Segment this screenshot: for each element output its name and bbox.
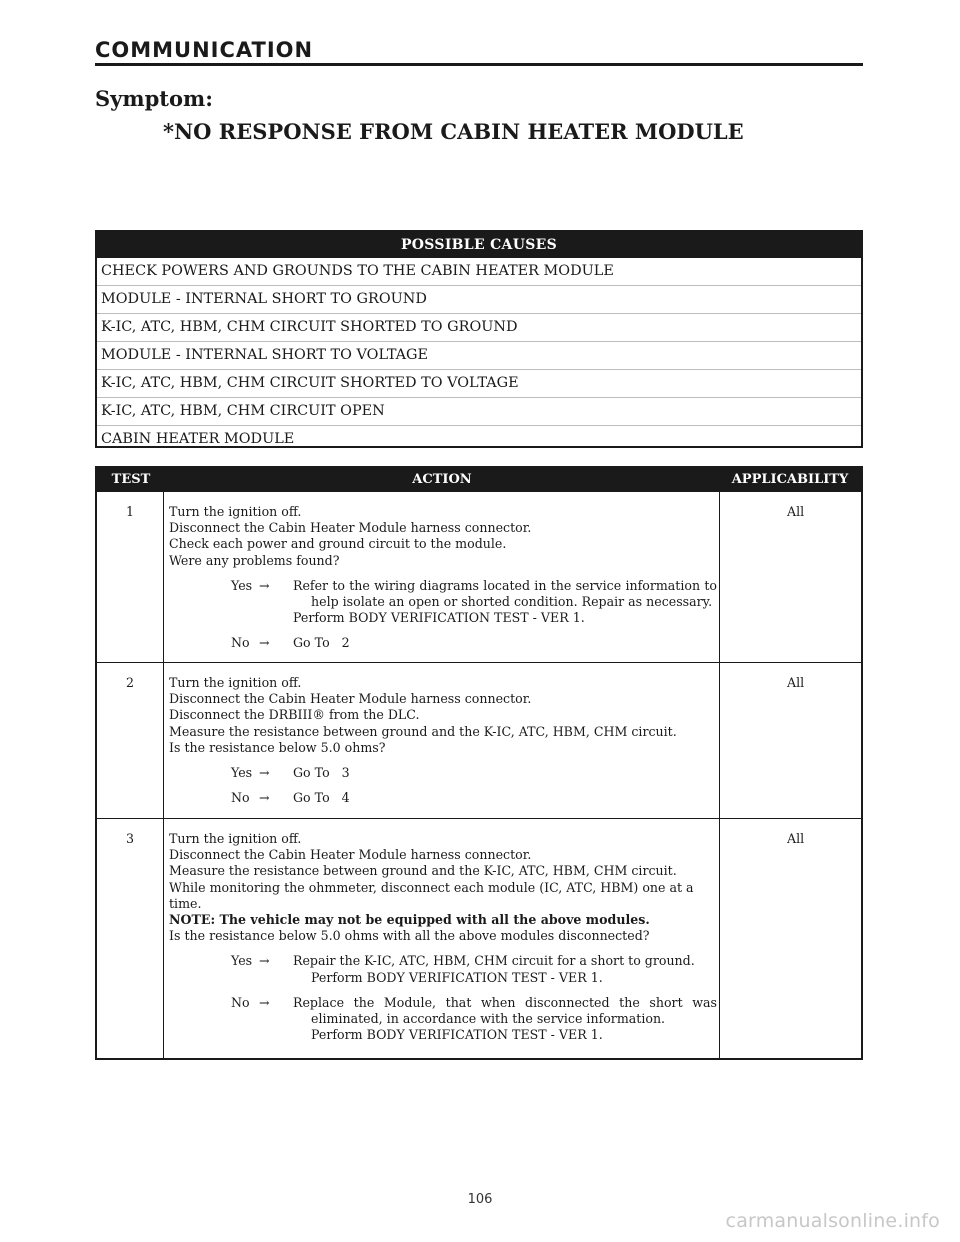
possible-causes-table <box>95 230 863 448</box>
answer-line: help isolate an open or shorted condition. Repair as necessary. <box>311 594 713 610</box>
page-number: 106 <box>467 1192 493 1207</box>
possible-causes-heading: POSSIBLE CAUSES <box>97 232 861 258</box>
cause-item: MODULE - INTERNAL SHORT TO GROUND <box>97 285 861 313</box>
answer-line: Refer to the wiring diagrams located in the service information to <box>293 577 717 593</box>
arrow-right-icon: → <box>259 994 270 1010</box>
action-line: Measure the resistance between ground and the K-IC, ATC, HBM, CHM circuit. <box>169 723 677 739</box>
answer-line: Perform BODY VERIFICATION TEST - VER 1. <box>311 1027 603 1043</box>
test-action-table <box>95 466 863 1060</box>
test-action <box>169 675 717 806</box>
test-applicability: All <box>787 831 805 846</box>
answer-no <box>169 995 717 1044</box>
header-action: ACTION <box>412 472 472 487</box>
answer-key: Yes <box>231 953 253 969</box>
cause-item: CHECK POWERS AND GROUNDS TO THE CABIN HEATER MODULE <box>101 263 614 279</box>
watermark: carmanualsonline.info <box>725 1210 940 1232</box>
action-line: Turn the ignition off. <box>169 504 302 519</box>
answer-line: Perform BODY VERIFICATION TEST - VER 1. <box>293 610 585 626</box>
cause-item: K-IC, ATC, HBM, CHM CIRCUIT SHORTED TO VOLTAGE <box>97 369 861 397</box>
answer-no <box>169 790 717 806</box>
header-applicability: APPLICABILITY <box>731 472 849 487</box>
test-action <box>169 831 717 1043</box>
action-line: Measure the resistance between ground and the K-IC, ATC, HBM, CHM circuit. <box>169 863 677 879</box>
test-action <box>169 504 717 652</box>
symptom-label: Symptom: <box>95 86 213 111</box>
arrow-right-icon: → <box>259 635 270 651</box>
cause-item: K-IC, ATC, HBM, CHM CIRCUIT OPEN <box>97 397 861 425</box>
arrow-right-icon: → <box>259 765 270 781</box>
answer-line: Perform BODY VERIFICATION TEST - VER 1. <box>311 969 603 985</box>
cause-item: MODULE - INTERNAL SHORT TO VOLTAGE <box>97 341 861 369</box>
action-line: Turn the ignition off. <box>169 831 302 846</box>
answer-line: eliminated, in accordance with the service information. <box>311 1011 666 1027</box>
test-row-1 <box>97 492 861 662</box>
action-line: Were any problems found? <box>169 552 340 568</box>
test-applicability: All <box>787 675 805 690</box>
action-line: Check each power and ground circuit to the module. <box>169 536 507 552</box>
test-row-2 <box>97 663 861 818</box>
header-test: TEST <box>111 472 151 487</box>
arrow-right-icon: → <box>259 953 270 969</box>
answer-yes <box>169 765 717 781</box>
symptom-title: *NO RESPONSE FROM CABIN HEATER MODULE <box>163 119 744 144</box>
action-line: Disconnect the DRBIII® from the DLC. <box>169 707 420 723</box>
answer-line: Replace the Module, that when disconnected the short was <box>293 994 717 1010</box>
test-number: 2 <box>125 675 134 690</box>
action-line: While monitoring the ohmmeter, disconnect each module (IC, ATC, HBM) one at a <box>169 879 694 895</box>
cause-item: K-IC, ATC, HBM, CHM CIRCUIT SHORTED TO GROUND <box>97 313 861 341</box>
answer-key: Yes <box>231 765 253 781</box>
answer-no <box>169 635 717 651</box>
answer-line: Go To 4 <box>293 790 350 806</box>
test-table-header <box>97 468 861 492</box>
section-header: COMMUNICATION <box>95 38 314 62</box>
action-line: Disconnect the Cabin Heater Module harness connector. <box>169 520 532 536</box>
answer-key: No <box>231 635 250 651</box>
action-line: Disconnect the Cabin Heater Module harness connector. <box>169 847 532 863</box>
answer-key: No <box>231 994 250 1010</box>
test-row-3 <box>97 819 861 1054</box>
answer-line: Repair the K-IC, ATC, HBM, CHM circuit for a short to ground. <box>293 953 695 969</box>
answer-key: Yes <box>231 577 253 593</box>
answer-yes <box>169 953 717 985</box>
note-text: NOTE: The vehicle may not be equipped with all the above modules. <box>169 912 650 928</box>
answer-line: Go To 2 <box>293 635 350 651</box>
section-divider <box>95 63 863 66</box>
test-number: 1 <box>125 504 134 519</box>
action-line: Is the resistance below 5.0 ohms? <box>169 739 386 755</box>
answer-key: No <box>231 790 250 806</box>
action-line: Disconnect the Cabin Heater Module harness connector. <box>169 691 532 707</box>
answer-yes <box>169 578 717 627</box>
action-line: Turn the ignition off. <box>169 675 302 690</box>
action-line: time. <box>169 895 202 911</box>
test-applicability: All <box>787 504 805 519</box>
action-line: Is the resistance below 5.0 ohms with all the above modules disconnected? <box>169 928 650 944</box>
arrow-right-icon: → <box>259 577 270 593</box>
arrow-right-icon: → <box>259 790 270 806</box>
answer-line: Go To 3 <box>293 765 350 781</box>
test-number: 3 <box>125 831 134 846</box>
cause-item: CABIN HEATER MODULE <box>97 425 861 453</box>
